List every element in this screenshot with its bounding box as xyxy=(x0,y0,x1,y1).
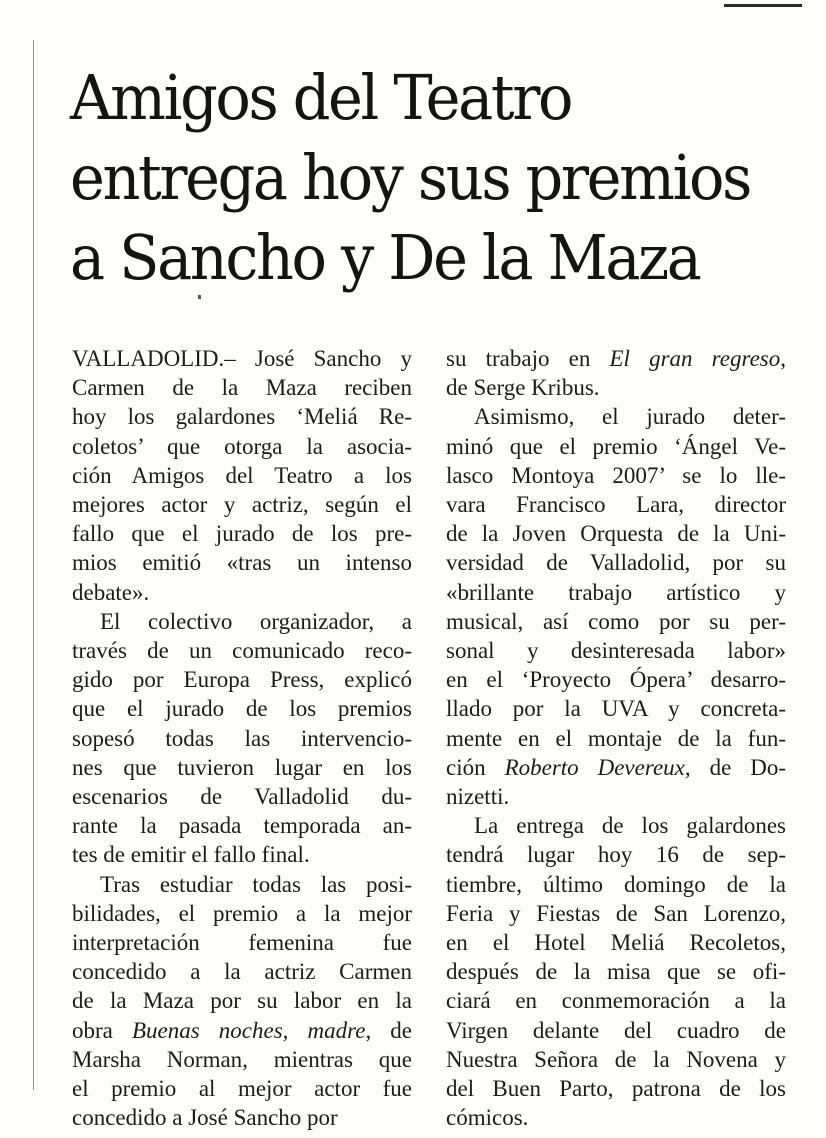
text-line: concedido a la actriz Carmen xyxy=(72,959,412,985)
text-line: Virgen delante del cuadro de xyxy=(446,1017,786,1043)
text-line: Carmen de la Maza reciben xyxy=(72,375,412,401)
text-line: tiembre, último domingo de la xyxy=(446,871,786,897)
text-line: que el jurado de los premios xyxy=(72,696,412,722)
left-column xyxy=(72,344,412,1132)
headline-line: Amigos del Teatro xyxy=(70,61,572,134)
text-line: de la Maza por su labor en la xyxy=(72,988,412,1014)
text-line: de Serge Kribus. xyxy=(446,375,600,401)
text-line: tendrá lugar hoy 16 de sep- xyxy=(446,842,786,868)
article-paragraph xyxy=(72,344,412,607)
text-line: tes de emitir el fallo final. xyxy=(72,842,310,868)
article-body xyxy=(72,344,792,1131)
text-line: «brillante trabajo artístico y xyxy=(446,579,786,605)
right-column xyxy=(446,344,786,1132)
text-line: través de un comunicado reco- xyxy=(72,638,412,664)
text-line: fallo que el jurado de los pre- xyxy=(72,521,412,547)
text-line: El colectivo organizador, a xyxy=(100,608,412,634)
text-line: vara Francisco Lara, director xyxy=(446,492,786,518)
text-line: versidad de Valladolid, por su xyxy=(446,550,786,576)
column-rule xyxy=(33,40,34,1090)
text-line: concedido a José Sancho por xyxy=(72,1105,338,1131)
text-line: gido por Europa Press, explicó xyxy=(72,667,412,693)
article-paragraph xyxy=(72,870,412,1133)
headline xyxy=(70,58,754,298)
headline-line: entrega hoy sus premios xyxy=(70,141,750,214)
text-line: su trabajo en El gran regreso, xyxy=(446,346,786,371)
text-line: minó que el premio ‘Ángel Ve- xyxy=(446,433,786,459)
text-line: el premio al mejor actor fue xyxy=(72,1076,412,1102)
text-line: musical, así como por su per- xyxy=(446,608,786,634)
article-paragraph xyxy=(446,811,786,1132)
text-line: La entrega de los galardones xyxy=(474,813,786,839)
text-line: llado por la UVA y concreta- xyxy=(446,696,786,722)
text-line: en el Hotel Meliá Recoletos, xyxy=(446,930,786,956)
text-line: mejores actor y actriz, según el xyxy=(72,492,412,518)
text-line: interpretación femenina fue xyxy=(72,930,412,956)
text-line: cómicos. xyxy=(446,1105,529,1131)
text-line: rante la pasada temporada an- xyxy=(72,813,412,839)
text-line: Marsha Norman, mientras que xyxy=(72,1046,412,1072)
text-line: ciará en conmemoración a la xyxy=(446,988,786,1014)
text-line: ción Roberto Devereux, de Do- xyxy=(446,754,787,780)
text-line: de la Joven Orquesta de la Uni- xyxy=(446,521,786,547)
text-line: sonal y desinteresada labor» xyxy=(446,638,786,664)
scan-speck xyxy=(198,295,201,299)
text-line: debate». xyxy=(72,579,150,605)
headline-line: a Sancho y De la Maza xyxy=(70,221,700,294)
text-line: escenarios de Valladolid du- xyxy=(72,784,412,810)
text-line: Nuestra Señora de la Novena y xyxy=(446,1046,786,1072)
text-line: nizetti. xyxy=(446,784,510,810)
text-line: nes que tuvieron lugar en los xyxy=(72,754,412,780)
text-line: mente en el montaje de la fun- xyxy=(446,725,786,751)
text-line: ción Amigos del Teatro a los xyxy=(72,462,412,488)
text-line: Tras estudiar todas las posi- xyxy=(100,871,412,897)
text-line: del Buen Parto, patrona de los xyxy=(446,1076,786,1102)
text-line: Asimismo, el jurado deter- xyxy=(474,404,786,430)
text-line: en el ‘Proyecto Ópera’ desarro- xyxy=(446,667,786,693)
text-line: después de la misa que se ofi- xyxy=(446,959,786,985)
text-line: obra Buenas noches, madre, de xyxy=(72,1017,412,1043)
article-paragraph xyxy=(446,344,786,402)
text-line: bilidades, el premio a la mejor xyxy=(72,900,412,926)
text-line: lasco Montoya 2007’ se lo lle- xyxy=(446,462,786,488)
text-line: sopesó todas las intervencio- xyxy=(72,725,412,751)
text-line: coletos’ que otorga la asocia- xyxy=(72,433,412,459)
text-line: VALLADOLID.– José Sancho y xyxy=(72,346,412,371)
article-paragraph xyxy=(446,402,786,811)
text-line: mios emitió «tras un intenso xyxy=(72,550,412,576)
article-paragraph xyxy=(72,607,412,870)
text-line: hoy los galardones ‘Meliá Re- xyxy=(72,404,412,430)
clipping-edge-mark xyxy=(724,4,802,7)
text-line: Feria y Fiestas de San Lorenzo, xyxy=(446,900,786,926)
